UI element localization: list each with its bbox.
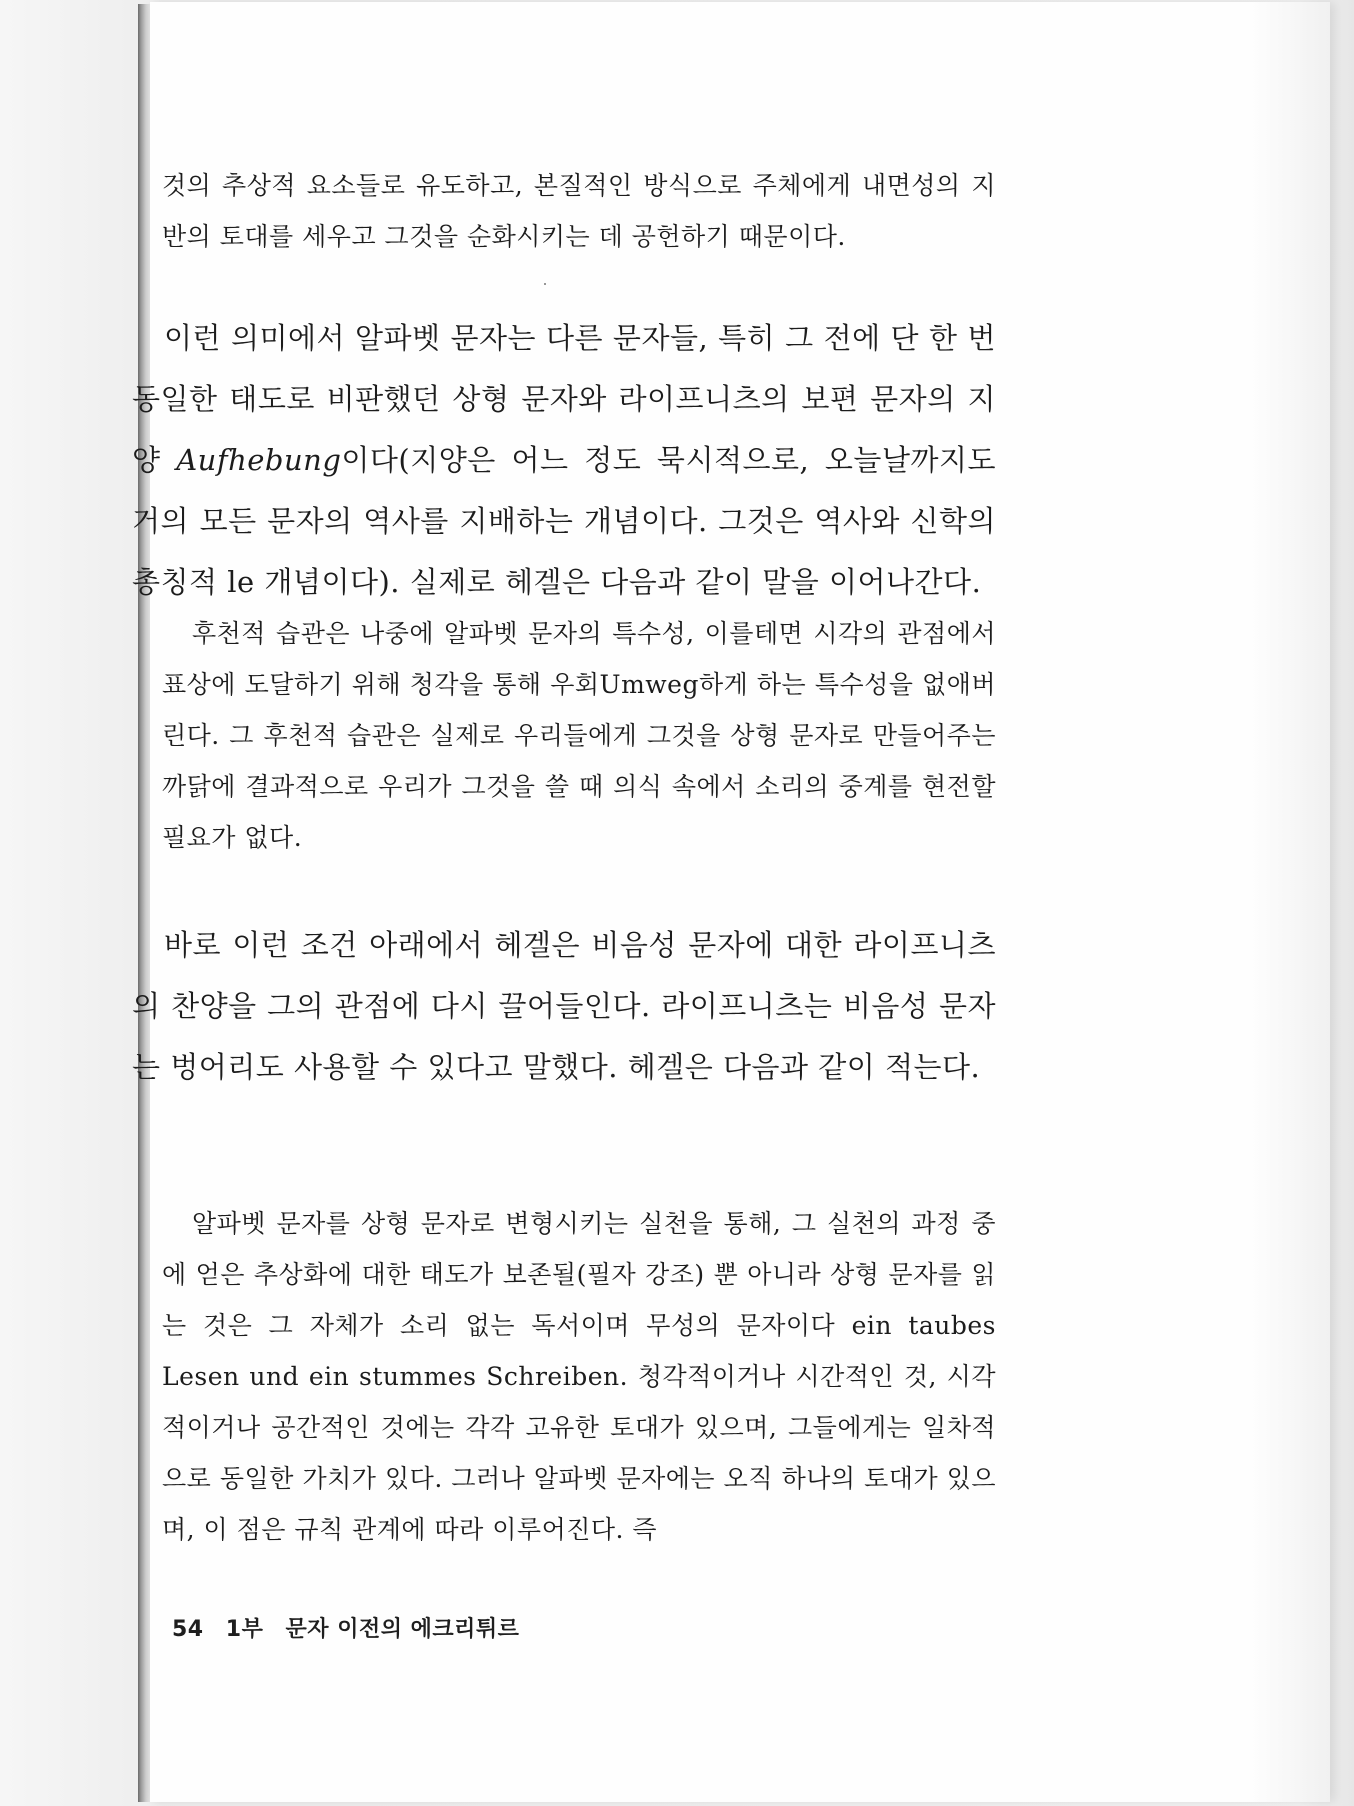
page-number: 54 xyxy=(172,1617,204,1642)
paragraph-5-text: 알파벳 문자를 상형 문자로 변형시키는 실천을 통해, 그 실천의 과정 중에 얻은 추상화에 대한 태도가 보존될(필자 강조) 뿐 아니라 상형 문자를 읽는 것은 그 자체가 소리 없는 독서이며 무성의 문자이다 ein taubes Lesen und ein stummes Schreiben. 청각적이거나 시간적인 것, 시각적이거나 공간적인 것에는 각각 고유한 토대가 있으며, 그들에게는 일차적으로 동일한 가치가 있다. 그러나 알파벳 문자에는 오직 하나의 토대가 있으며, 이 점은 규칙 관계에 따라 이루어진다. 즉 xyxy=(162,1209,996,1544)
paragraph-2-text-after: 이다(지양은 어느 정도 묵시적으로, 오늘날까지도 거의 모든 문자의 역사를 지배하는 개념이다. 그것은 역사와 신학의 총칭적 le 개념이다). 실제로 헤겔은 다음과 같이 말을 이어나간다. xyxy=(132,443,997,599)
page-footer xyxy=(172,1612,533,1643)
paragraph-3-text: 후천적 습관은 나중에 알파벳 문자의 특수성, 이를테면 시각의 관점에서 표상에 도달하기 위해 청각을 통해 우회Umweg하게 하는 특수성을 없애버린다. 그 후천적 습관은 실제로 우리들에게 그것을 상형 문자로 만들어주는 까닭에 결과적으로 우리가 그것을 쓸 때 의식 속에서 소리의 중계를 현전할 필요가 없다. xyxy=(162,619,996,852)
page-shadow xyxy=(1250,2,1330,1802)
part-label: 1부 xyxy=(225,1617,264,1642)
aufhebung-term: Aufhebung xyxy=(176,443,342,477)
paragraph-main-1 xyxy=(132,308,996,613)
print-speck xyxy=(544,283,546,285)
paragraph-2-text-before: 이런 의미에서 알파벳 문자는 다른 문자들, 특히 그 전에 단 한 번 동일한 태도로 비판했던 상형 문자와 라이프니츠의 보편 문자의 지양 xyxy=(132,321,996,477)
paragraph-1-text: 것의 추상적 요소들로 유도하고, 본질적인 방식으로 주체에게 내면성의 지반의 토대를 세우고 그것을 순화시키는 데 공헌하기 때문이다. xyxy=(162,171,996,251)
paragraph-4-text: 바로 이런 조건 아래에서 헤겔은 비음성 문자에 대한 라이프니츠의 찬양을 그의 관점에 다시 끌어들인다. 라이프니츠는 비음성 문자는 벙어리도 사용할 수 있다고 말했다. 헤겔은 다음과 같이 적는다. xyxy=(132,928,996,1084)
paragraph-continued xyxy=(162,160,996,262)
block-quote-2 xyxy=(162,1198,996,1555)
block-quote-1 xyxy=(162,608,996,863)
paragraph-main-2 xyxy=(132,915,996,1098)
chapter-title: 문자 이전의 에크리튀르 xyxy=(285,1617,520,1642)
